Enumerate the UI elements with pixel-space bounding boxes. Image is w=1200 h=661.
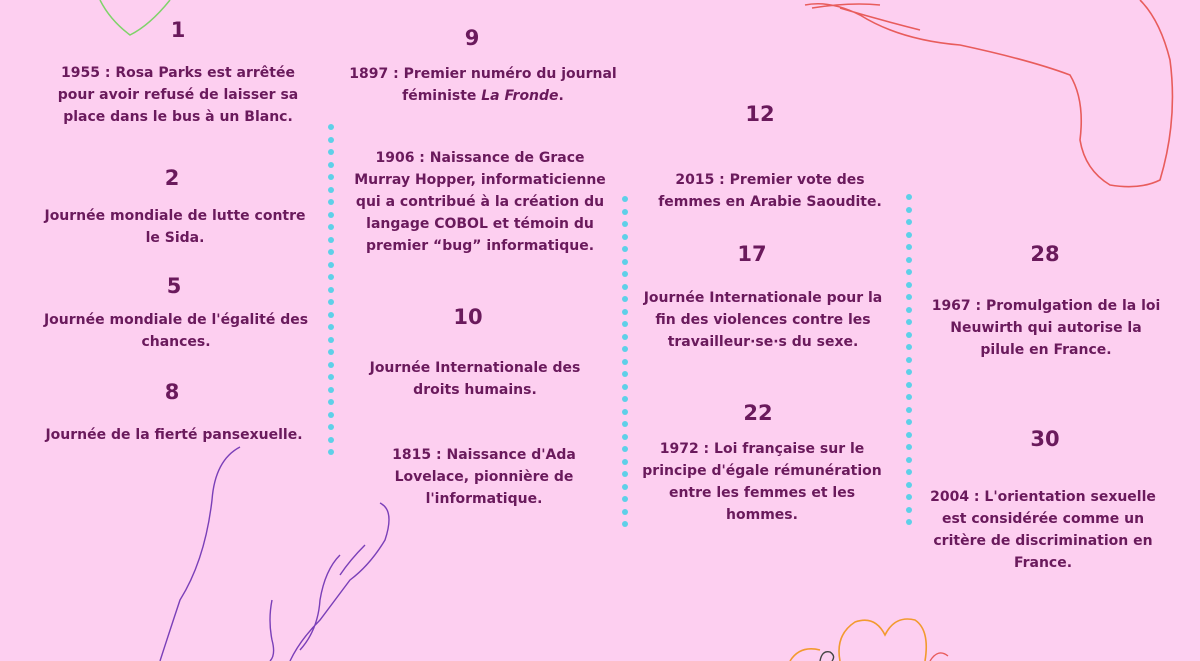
date-number: 12 xyxy=(745,102,775,126)
separator-dot xyxy=(622,309,628,315)
separator-dot xyxy=(906,369,912,375)
separator-dot xyxy=(622,496,628,502)
separator-dot xyxy=(622,484,628,490)
separator-dot xyxy=(906,319,912,325)
separator-dot xyxy=(328,324,334,330)
separator-dot xyxy=(906,457,912,463)
separator-dot xyxy=(906,257,912,263)
separator-dot xyxy=(906,407,912,413)
red-flower-drawing xyxy=(930,653,948,661)
event-text: Journée Internationale des droits humains. xyxy=(369,360,581,398)
event-text: 2004 : L'orientation sexuelle est considérée comme un critère de discrimination en France. xyxy=(930,489,1156,571)
separator-dot xyxy=(328,337,334,343)
separator-dot xyxy=(328,187,334,193)
separator-dot xyxy=(906,382,912,388)
separator-dot xyxy=(328,274,334,280)
separator-dot xyxy=(906,344,912,350)
dotted-separator-3 xyxy=(906,194,914,532)
separator-dot xyxy=(622,246,628,252)
separator-dot xyxy=(622,509,628,515)
event-text: 1955 : Rosa Parks est arrêtée pour avoir refusé de laisser sa place dans le bus à un Blanc. xyxy=(57,65,299,125)
date-number: 1 xyxy=(170,18,186,42)
separator-dot xyxy=(622,384,628,390)
separator-dot xyxy=(328,124,334,130)
orange-flower-drawing xyxy=(790,619,926,661)
separator-dot xyxy=(328,349,334,355)
separator-dot xyxy=(328,424,334,430)
separator-dot xyxy=(622,221,628,227)
separator-dot xyxy=(622,259,628,265)
separator-dot xyxy=(328,362,334,368)
separator-dot xyxy=(328,224,334,230)
separator-dot xyxy=(906,432,912,438)
separator-dot xyxy=(622,296,628,302)
green-leaf-drawing xyxy=(100,0,170,35)
separator-dot xyxy=(622,459,628,465)
separator-dot xyxy=(906,507,912,513)
separator-dot xyxy=(906,269,912,275)
separator-dot xyxy=(622,371,628,377)
separator-dot xyxy=(328,237,334,243)
separator-dot xyxy=(328,249,334,255)
separator-dot xyxy=(622,421,628,427)
separator-dot xyxy=(622,434,628,440)
separator-dot xyxy=(906,394,912,400)
separator-dot xyxy=(328,374,334,380)
dotted-separator-1 xyxy=(328,124,336,462)
separator-dot xyxy=(906,469,912,475)
separator-dot xyxy=(622,409,628,415)
separator-dot xyxy=(622,471,628,477)
date-number: 5 xyxy=(166,274,182,298)
red-hand-drawing xyxy=(805,0,1172,187)
date-number: 2 xyxy=(164,166,180,190)
separator-dot xyxy=(906,207,912,213)
separator-dot xyxy=(906,444,912,450)
separator-dot xyxy=(328,287,334,293)
separator-dot xyxy=(622,284,628,290)
separator-dot xyxy=(622,271,628,277)
separator-dot xyxy=(622,346,628,352)
separator-dot xyxy=(906,332,912,338)
separator-dot xyxy=(906,519,912,525)
date-number: 22 xyxy=(743,401,773,425)
date-number: 9 xyxy=(464,26,480,50)
event-text: Journée Internationale pour la fin des violences contre les travailleur·se·s du sexe. xyxy=(643,290,883,350)
event-text-start: 1897 : Premier numéro du journal féministe xyxy=(349,66,617,104)
newspaper-title: La Fronde xyxy=(481,88,559,104)
event-text: 1967 : Promulgation de la loi Neuwirth qui autorise la pilule en France. xyxy=(931,298,1161,358)
separator-dot xyxy=(328,212,334,218)
event-text: Journée de la fierté pansexuelle. xyxy=(45,427,303,443)
separator-dot xyxy=(906,194,912,200)
event-text: Journée mondiale de l'égalité des chances. xyxy=(43,312,309,350)
event-text: Journée mondiale de lutte contre le Sida. xyxy=(44,208,306,246)
date-number: 8 xyxy=(164,380,180,404)
event-text-end: . xyxy=(558,88,564,104)
dotted-separator-2 xyxy=(622,196,630,534)
separator-dot xyxy=(328,262,334,268)
separator-dot xyxy=(622,209,628,215)
separator-dot xyxy=(622,446,628,452)
separator-dot xyxy=(906,307,912,313)
dark-flower-drawing xyxy=(820,652,834,661)
separator-dot xyxy=(906,494,912,500)
separator-dot xyxy=(328,199,334,205)
separator-dot xyxy=(622,396,628,402)
separator-dot xyxy=(906,482,912,488)
separator-dot xyxy=(328,149,334,155)
separator-dot xyxy=(328,299,334,305)
event-text: 1972 : Loi française sur le principe d'égale rémunération entre les femmes et les hommes. xyxy=(642,441,882,523)
event-text xyxy=(343,63,623,107)
separator-dot xyxy=(328,449,334,455)
separator-dot xyxy=(328,437,334,443)
date-number: 28 xyxy=(1030,242,1060,266)
separator-dot xyxy=(622,334,628,340)
purple-hand-drawing xyxy=(160,447,389,661)
separator-dot xyxy=(906,282,912,288)
separator-dot xyxy=(328,412,334,418)
event-text: 1815 : Naissance d'Ada Lovelace, pionnière de l'informatique. xyxy=(392,447,576,507)
separator-dot xyxy=(906,419,912,425)
date-number: 17 xyxy=(737,242,767,266)
separator-dot xyxy=(328,137,334,143)
separator-dot xyxy=(906,244,912,250)
date-number: 10 xyxy=(453,305,483,329)
separator-dot xyxy=(328,162,334,168)
separator-dot xyxy=(622,234,628,240)
event-text: 2015 : Premier vote des femmes en Arabie Saoudite. xyxy=(658,172,882,210)
separator-dot xyxy=(328,399,334,405)
separator-dot xyxy=(328,174,334,180)
separator-dot xyxy=(622,196,628,202)
separator-dot xyxy=(906,232,912,238)
date-number: 30 xyxy=(1030,427,1060,451)
separator-dot xyxy=(622,521,628,527)
separator-dot xyxy=(622,359,628,365)
event-text: 1906 : Naissance de Grace Murray Hopper, informaticienne qui a contribué à la création du langage COBOL et témoin du premier “bug” informatique. xyxy=(354,150,606,254)
separator-dot xyxy=(622,321,628,327)
separator-dot xyxy=(906,294,912,300)
separator-dot xyxy=(328,312,334,318)
separator-dot xyxy=(906,357,912,363)
separator-dot xyxy=(906,219,912,225)
separator-dot xyxy=(328,387,334,393)
